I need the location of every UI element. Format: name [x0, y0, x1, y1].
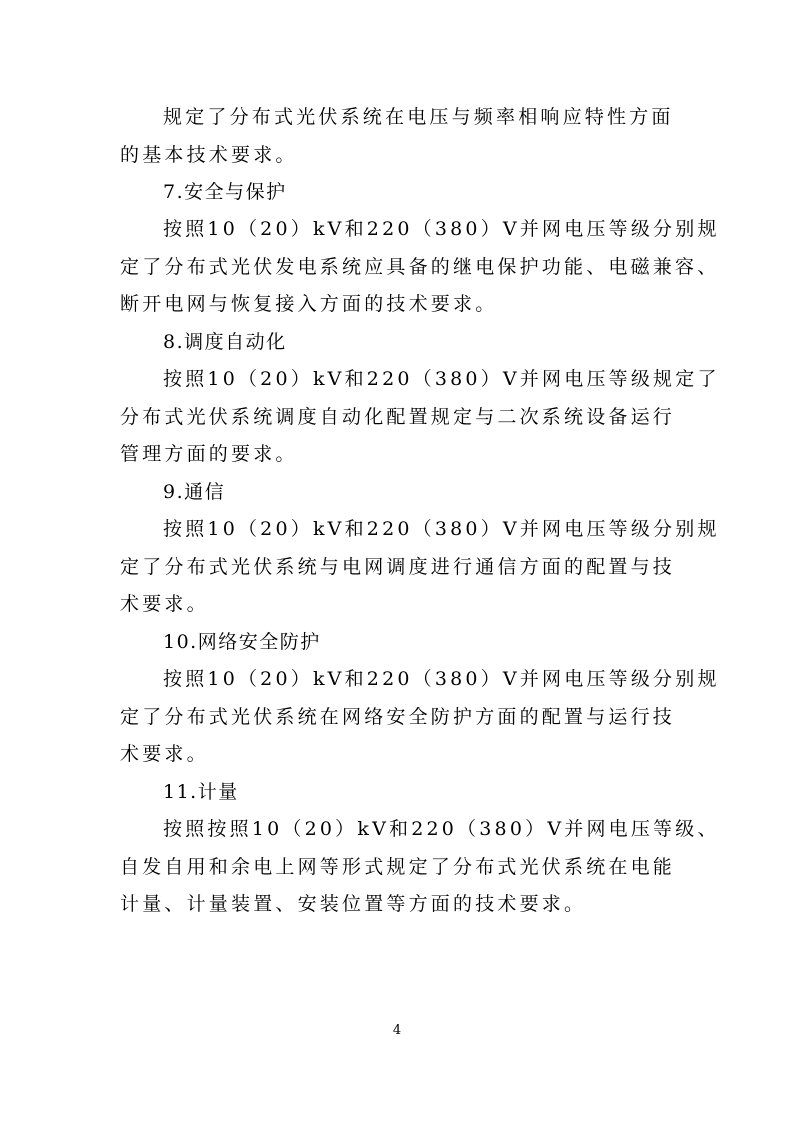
paragraph-line: 自发自用和余电上网等形式规定了分布式光伏系统在电能 [120, 856, 676, 878]
paragraph-line: 计量、计量装置、安装位置等方面的技术要求。 [120, 893, 587, 915]
section-heading-9: 9.通信 [163, 481, 226, 503]
paragraph-line: 按照10（20）kV和220（380）V并网电压等级规定了 [163, 368, 720, 390]
section-heading-11: 11.计量 [163, 781, 239, 803]
section-heading-8: 8.调度自动化 [163, 331, 287, 353]
paragraph-line: 术要求。 [120, 743, 209, 765]
section-heading-7: 7.安全与保护 [163, 181, 287, 203]
paragraph-line: 定了分布式光伏系统与电网调度进行通信方面的配置与技 [120, 556, 676, 578]
paragraph-line: 定了分布式光伏系统在网络安全防护方面的配置与运行技 [120, 706, 676, 728]
paragraph-line: 管理方面的要求。 [120, 443, 298, 465]
page-number: 4 [392, 1023, 402, 1038]
paragraph-line: 定了分布式光伏发电系统应具备的继电保护功能、电磁兼容、 [120, 256, 720, 278]
paragraph-line: 分布式光伏系统调度自动化配置规定与二次系统设备运行 [120, 406, 676, 428]
paragraph-line: 按照10（20）kV和220（380）V并网电压等级分别规 [163, 668, 720, 690]
paragraph-line: 按照10（20）kV和220（380）V并网电压等级分别规 [163, 218, 720, 240]
paragraph-line: 的基本技术要求。 [120, 144, 298, 166]
section-heading-10: 10.网络安全防护 [163, 631, 321, 653]
paragraph-line: 按照按照10（20）kV和220（380）V并网电压等级、 [163, 818, 720, 840]
paragraph-line: 规定了分布式光伏系统在电压与频率相响应特性方面 [163, 106, 674, 128]
paragraph-line: 按照10（20）kV和220（380）V并网电压等级分别规 [163, 518, 720, 540]
paragraph-line: 断开电网与恢复接入方面的技术要求。 [120, 293, 498, 315]
paragraph-line: 术要求。 [120, 593, 209, 615]
